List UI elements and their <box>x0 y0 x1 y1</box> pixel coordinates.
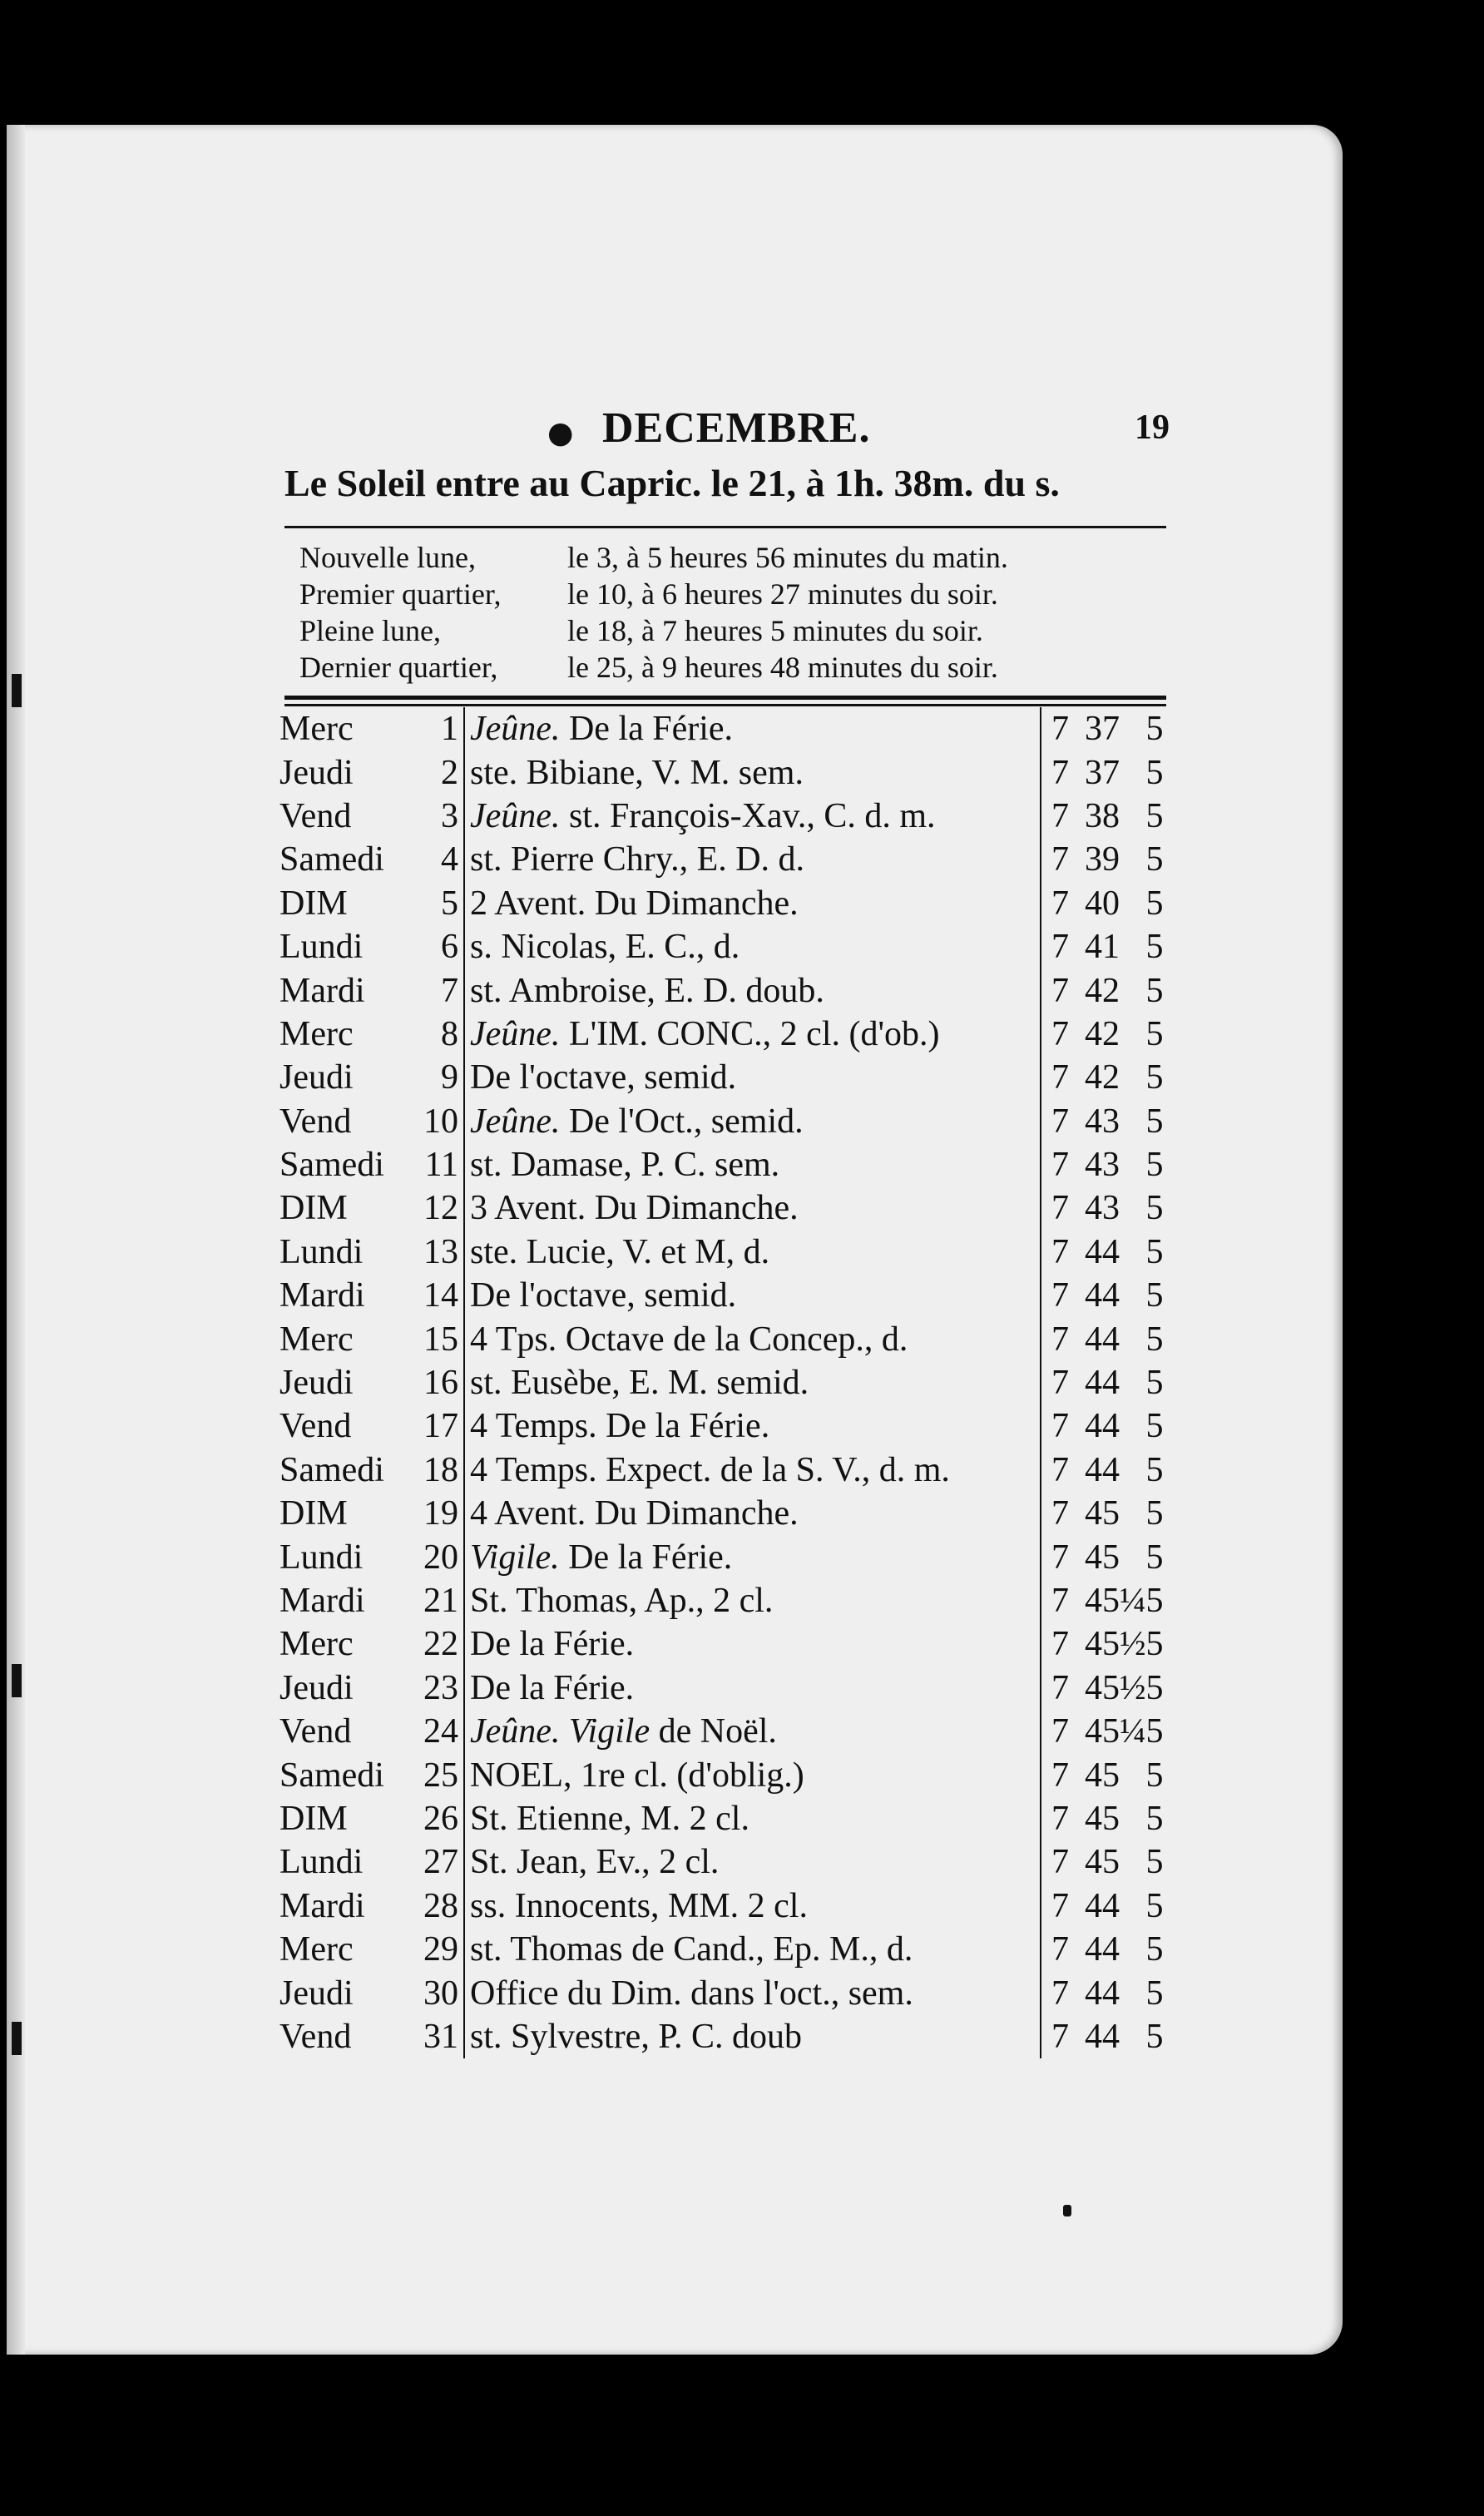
day-number: 31 <box>408 2015 464 2058</box>
page-subtitle: Le Soleil entre au Capric. le 21, à 1h. 38m. du s. <box>284 462 1060 504</box>
edge-mark <box>12 2022 22 2055</box>
moon-phase-row <box>299 649 1181 686</box>
sunrise-hour: 7 <box>1051 840 1069 879</box>
sunrise-hour: 7 <box>1051 1930 1069 1969</box>
calendar-row <box>273 1274 1180 1317</box>
weekday: Jeudi <box>279 1364 354 1403</box>
feast-text: st. Damase, P. C. sem. <box>470 1146 780 1185</box>
sunrise-minute: 45 <box>1085 1538 1120 1577</box>
feast-text: L'IM. CONC., 2 cl. (d'ob.) <box>560 1014 940 1053</box>
sunrise-minute: 44 <box>1085 1930 1120 1969</box>
moon-phase-time: le 10, à 6 heures 27 minutes du soir. <box>567 577 998 611</box>
moon-phase-row <box>299 539 1181 576</box>
sunrise-minute: 41 <box>1085 928 1120 967</box>
sunrise-minute: 44 <box>1085 1450 1120 1489</box>
sunrise-minute: 44 <box>1085 1232 1120 1271</box>
day-number: 23 <box>408 1667 464 1710</box>
feast-text: St. Thomas, Ap., 2 cl. <box>470 1582 774 1620</box>
feast-text: st. Ambroise, E. D. doub. <box>470 971 824 1010</box>
sunrise-hour: 7 <box>1051 1974 1069 2013</box>
sunrise-minute: 44 <box>1085 1364 1120 1403</box>
calendar-row <box>273 1492 1180 1535</box>
page-number: 19 <box>1135 409 1170 447</box>
feast-entry <box>464 707 1041 750</box>
extra-column: 5 <box>1145 753 1164 792</box>
feast-entry <box>464 968 1041 1012</box>
feast-entry <box>464 1056 1041 1099</box>
weekday: Mardi <box>279 1582 365 1620</box>
extra-column: 5 <box>1145 1232 1164 1271</box>
extra-column: 5 <box>1145 1538 1164 1577</box>
extra-column: 5 <box>1145 840 1164 879</box>
feast-entry <box>464 1840 1041 1884</box>
sunrise-minute: 39 <box>1085 840 1120 879</box>
sunrise-hour: 7 <box>1051 2017 1069 2056</box>
sunrise-minute: 45 <box>1085 1843 1120 1882</box>
day-number: 7 <box>408 968 464 1012</box>
feast-entry <box>464 750 1041 794</box>
sunrise-minute: 45½ <box>1085 1668 1146 1707</box>
calendar-row <box>273 1971 1180 2014</box>
calendar-row <box>273 1013 1180 1056</box>
sunrise-minute: 40 <box>1085 884 1120 923</box>
extra-column: 5 <box>1145 1276 1164 1315</box>
sunrise-minute: 44 <box>1085 1407 1120 1446</box>
calendar-row <box>273 925 1180 968</box>
extra-column: 5 <box>1145 1102 1164 1141</box>
feast-text: De l'octave, semid. <box>470 1058 737 1097</box>
feast-entry <box>464 1622 1041 1666</box>
weekday: Vend <box>279 1407 352 1446</box>
sunrise-minute: 44 <box>1085 2017 1120 2056</box>
weekday: Lundi <box>279 928 364 967</box>
rule-line <box>284 704 1166 706</box>
extra-column: 5 <box>1145 1014 1164 1053</box>
day-number: 12 <box>408 1186 464 1230</box>
sunrise-hour: 7 <box>1051 971 1069 1010</box>
day-number: 13 <box>408 1231 464 1274</box>
feast-text: 3 Avent. Du Dimanche. <box>470 1189 799 1228</box>
sunrise-minute: 44 <box>1085 1320 1120 1359</box>
extra-column: 5 <box>1145 1843 1164 1882</box>
feast-text: NOEL, 1re cl. (d'oblig.) <box>470 1756 804 1795</box>
feast-emphasis: Jeûne. Vigile <box>470 1712 650 1751</box>
calendar-row <box>273 1056 1180 1099</box>
weekday: DIM <box>279 1189 348 1228</box>
feast-entry <box>464 925 1041 968</box>
day-number: 11 <box>408 1143 464 1186</box>
calendar-row <box>273 1710 1180 1753</box>
day-number: 20 <box>408 1535 464 1578</box>
day-number: 6 <box>408 925 464 968</box>
feast-entry <box>464 1274 1041 1317</box>
sunrise-minute: 43 <box>1085 1102 1120 1141</box>
extra-column: 5 <box>1145 1450 1164 1489</box>
calendar-row <box>273 1535 1180 1578</box>
sunrise-hour: 7 <box>1051 1102 1069 1141</box>
feast-entry <box>464 1361 1041 1404</box>
moon-phase-time: le 3, à 5 heures 56 minutes du matin. <box>567 541 1008 574</box>
sunrise-hour: 7 <box>1051 1189 1069 1228</box>
extra-column: 5 <box>1145 1756 1164 1795</box>
feast-entry <box>464 1535 1041 1578</box>
feast-text: De la Férie. <box>560 710 734 749</box>
extra-column: 5 <box>1145 1712 1164 1751</box>
weekday: Merc <box>279 710 354 749</box>
extra-column: 5 <box>1145 1886 1164 1925</box>
extra-column: 5 <box>1145 1189 1164 1228</box>
calendar-row <box>273 1143 1180 1186</box>
edge-mark <box>12 674 22 707</box>
moon-phase-time: le 25, à 9 heures 48 minutes du soir. <box>567 651 998 684</box>
sunrise-minute: 38 <box>1085 796 1120 835</box>
feast-entry <box>464 1143 1041 1186</box>
feast-emphasis: Jeûne. <box>470 1014 561 1053</box>
extra-column: 5 <box>1145 1668 1164 1707</box>
sunrise-hour: 7 <box>1051 1538 1069 1577</box>
feast-text: De la Férie. <box>470 1668 635 1707</box>
sunrise-hour: 7 <box>1051 1320 1069 1359</box>
calendar-row <box>273 1449 1180 1492</box>
day-number: 3 <box>408 795 464 838</box>
feast-entry <box>464 1667 1041 1710</box>
book-spine <box>7 125 25 2355</box>
extra-column: 5 <box>1145 710 1164 749</box>
weekday: Samedi <box>279 1756 384 1795</box>
extra-column: 5 <box>1145 1930 1164 1969</box>
ink-speck <box>1063 2205 1071 2216</box>
moon-phase-name: Nouvelle lune, <box>299 541 476 574</box>
feast-emphasis: Jeûne. <box>470 1102 561 1141</box>
feast-text: De la Férie. <box>470 1625 635 1664</box>
weekday: Mardi <box>279 1276 365 1315</box>
sunrise-hour: 7 <box>1051 1625 1069 1664</box>
sunrise-hour: 7 <box>1051 1843 1069 1882</box>
sunrise-minute: 45 <box>1085 1494 1120 1533</box>
feast-entry <box>464 795 1041 838</box>
feast-text: 4 Avent. Du Dimanche. <box>470 1494 799 1533</box>
sunrise-minute: 42 <box>1085 1058 1120 1097</box>
rule-line <box>284 696 1166 700</box>
feast-entry <box>464 2015 1041 2058</box>
weekday: Merc <box>279 1930 354 1969</box>
feast-text: st. Thomas de Cand., Ep. M., d. <box>470 1930 913 1969</box>
feast-text: st. Eusèbe, E. M. semid. <box>470 1364 809 1403</box>
day-number: 30 <box>408 1971 464 2014</box>
feast-entry <box>464 882 1041 925</box>
extra-column: 5 <box>1145 1582 1164 1620</box>
sunrise-hour: 7 <box>1051 1014 1069 1053</box>
sunrise-hour: 7 <box>1051 1886 1069 1925</box>
day-number: 24 <box>408 1710 464 1753</box>
day-number: 16 <box>408 1361 464 1404</box>
day-number: 8 <box>408 1013 464 1056</box>
sunrise-hour: 7 <box>1051 1712 1069 1751</box>
feast-entry <box>464 1579 1041 1622</box>
feast-text: st. François-Xav., C. d. m. <box>560 796 936 835</box>
calendar-row <box>273 882 1180 925</box>
feast-entry <box>464 1492 1041 1535</box>
moon-phase-name: Dernier quartier, <box>299 651 498 684</box>
extra-column: 5 <box>1145 1407 1164 1446</box>
feast-text: st. Sylvestre, P. C. doub <box>470 2017 803 2056</box>
sunrise-minute: 43 <box>1085 1189 1120 1228</box>
calendar-row <box>273 1186 1180 1230</box>
feast-entry <box>464 1449 1041 1492</box>
weekday: Lundi <box>279 1538 364 1577</box>
feast-entry <box>464 1404 1041 1448</box>
sunrise-minute: 45 <box>1085 1799 1120 1838</box>
feast-text: 2 Avent. Du Dimanche. <box>470 884 799 923</box>
weekday: Jeudi <box>279 1974 354 2013</box>
weekday: Vend <box>279 2017 352 2056</box>
weekday: Vend <box>279 1102 352 1141</box>
extra-column: 5 <box>1145 1320 1164 1359</box>
weekday: DIM <box>279 884 348 923</box>
sunrise-hour: 7 <box>1051 753 1069 792</box>
calendar-row <box>273 968 1180 1012</box>
page-title: DECEMBRE. <box>602 404 871 452</box>
weekday: Jeudi <box>279 753 354 792</box>
weekday: Merc <box>279 1014 354 1053</box>
day-number: 25 <box>408 1753 464 1796</box>
moon-phase-name: Pleine lune, <box>299 614 441 647</box>
feast-text: De l'octave, semid. <box>470 1276 737 1315</box>
sunrise-hour: 7 <box>1051 1582 1069 1620</box>
calendar-row <box>273 2015 1180 2058</box>
feast-text: st. Pierre Chry., E. D. d. <box>470 840 805 879</box>
extra-column: 5 <box>1145 1799 1164 1838</box>
feast-emphasis: Vigile. <box>470 1538 560 1577</box>
moon-phase-time: le 18, à 7 heures 5 minutes du soir. <box>567 614 983 647</box>
extra-column: 5 <box>1145 1364 1164 1403</box>
feast-emphasis: Jeûne. <box>470 796 561 835</box>
weekday: Merc <box>279 1320 354 1359</box>
calendar-row <box>273 707 1180 750</box>
calendar-table <box>273 707 1180 2058</box>
extra-column: 5 <box>1145 1625 1164 1664</box>
edge-mark <box>12 1664 22 1697</box>
sunrise-hour: 7 <box>1051 1668 1069 1707</box>
extra-column: 5 <box>1145 1974 1164 2013</box>
calendar-row <box>273 838 1180 881</box>
calendar-row <box>273 1231 1180 1274</box>
weekday: Mardi <box>279 971 365 1010</box>
weekday: Lundi <box>279 1843 364 1882</box>
day-number: 26 <box>408 1797 464 1840</box>
sunrise-minute: 45¼ <box>1085 1712 1146 1751</box>
feast-entry <box>464 1928 1041 1971</box>
sunrise-minute: 45¼ <box>1085 1582 1146 1620</box>
feast-entry <box>464 1100 1041 1143</box>
feast-text: ste. Lucie, V. et M, d. <box>470 1232 770 1271</box>
sunrise-hour: 7 <box>1051 1494 1069 1533</box>
weekday: Lundi <box>279 1232 364 1271</box>
calendar-row <box>273 1928 1180 1971</box>
day-number: 22 <box>408 1622 464 1666</box>
sunrise-hour: 7 <box>1051 710 1069 749</box>
calendar-row <box>273 1753 1180 1796</box>
feast-text: de Noël. <box>650 1712 777 1751</box>
day-number: 14 <box>408 1274 464 1317</box>
sunrise-hour: 7 <box>1051 1756 1069 1795</box>
feast-entry <box>464 1971 1041 2014</box>
feast-text: 4 Tps. Octave de la Concep., d. <box>470 1320 908 1359</box>
day-number: 9 <box>408 1056 464 1099</box>
sunrise-minute: 37 <box>1085 710 1120 749</box>
calendar-row <box>273 1579 1180 1622</box>
sunrise-hour: 7 <box>1051 796 1069 835</box>
moon-phase-name: Premier quartier, <box>299 577 502 611</box>
day-number: 21 <box>408 1579 464 1622</box>
day-number: 29 <box>408 1928 464 1971</box>
feast-text: De l'Oct., semid. <box>560 1102 804 1141</box>
calendar-row <box>273 1797 1180 1840</box>
moon-phase-row <box>299 612 1181 649</box>
moon-phase-row <box>299 576 1181 612</box>
extra-column: 5 <box>1145 2017 1164 2056</box>
feast-text: St. Etienne, M. 2 cl. <box>470 1799 749 1838</box>
calendar-row <box>273 795 1180 838</box>
calendar-row <box>273 1404 1180 1448</box>
day-number: 2 <box>408 750 464 794</box>
weekday: Samedi <box>279 840 384 879</box>
day-number: 27 <box>408 1840 464 1884</box>
sunrise-minute: 44 <box>1085 1276 1120 1315</box>
sunrise-minute: 44 <box>1085 1886 1120 1925</box>
extra-column: 5 <box>1145 928 1164 967</box>
day-number: 28 <box>408 1885 464 1928</box>
weekday: Samedi <box>279 1450 384 1489</box>
sunrise-hour: 7 <box>1051 884 1069 923</box>
sunrise-hour: 7 <box>1051 928 1069 967</box>
sunrise-minute: 43 <box>1085 1146 1120 1185</box>
day-number: 17 <box>408 1404 464 1448</box>
calendar-row <box>273 1317 1180 1360</box>
rule-line <box>284 526 1166 528</box>
sunrise-hour: 7 <box>1051 1364 1069 1403</box>
weekday: Jeudi <box>279 1668 354 1707</box>
weekday: Jeudi <box>279 1058 354 1097</box>
ornament-dot: ● <box>547 416 574 450</box>
feast-entry <box>464 1885 1041 1928</box>
feast-entry <box>464 1797 1041 1840</box>
feast-text: s. Nicolas, E. C., d. <box>470 928 740 967</box>
day-number: 18 <box>408 1449 464 1492</box>
feast-entry <box>464 838 1041 881</box>
extra-column: 5 <box>1145 884 1164 923</box>
feast-text: 4 Temps. Expect. de la S. V., d. m. <box>470 1450 950 1489</box>
feast-text: ste. Bibiane, V. M. sem. <box>470 753 804 792</box>
sunrise-hour: 7 <box>1051 1058 1069 1097</box>
extra-column: 5 <box>1145 1146 1164 1185</box>
day-number: 10 <box>408 1100 464 1143</box>
day-number: 19 <box>408 1492 464 1535</box>
day-number: 5 <box>408 882 464 925</box>
day-number: 1 <box>408 707 464 750</box>
sunrise-minute: 42 <box>1085 1014 1120 1053</box>
sunrise-hour: 7 <box>1051 1799 1069 1838</box>
calendar-row <box>273 1885 1180 1928</box>
sunrise-minute: 37 <box>1085 753 1120 792</box>
sunrise-hour: 7 <box>1051 1232 1069 1271</box>
extra-column: 5 <box>1145 971 1164 1010</box>
feast-text: Office du Dim. dans l'oct., sem. <box>470 1974 913 2013</box>
calendar-row <box>273 1622 1180 1666</box>
calendar-row <box>273 1361 1180 1404</box>
feast-text: 4 Temps. De la Férie. <box>470 1407 770 1446</box>
sunrise-minute: 45½ <box>1085 1625 1146 1664</box>
weekday: Vend <box>279 1712 352 1751</box>
weekday: DIM <box>279 1799 348 1838</box>
sunrise-hour: 7 <box>1051 1407 1069 1446</box>
weekday: Vend <box>279 796 352 835</box>
extra-column: 5 <box>1145 796 1164 835</box>
weekday: DIM <box>279 1494 348 1533</box>
feast-entry <box>464 1317 1041 1360</box>
feast-text: De la Férie. <box>559 1538 733 1577</box>
feast-emphasis: Jeûne. <box>470 710 561 749</box>
day-number: 15 <box>408 1317 464 1360</box>
moon-phases <box>299 539 1181 686</box>
sunrise-minute: 45 <box>1085 1756 1120 1795</box>
sunrise-minute: 44 <box>1085 1974 1120 2013</box>
sunrise-hour: 7 <box>1051 1146 1069 1185</box>
almanac-page <box>7 125 1343 2355</box>
sunrise-hour: 7 <box>1051 1276 1069 1315</box>
calendar-row <box>273 1100 1180 1143</box>
feast-text: St. Jean, Ev., 2 cl. <box>470 1843 720 1882</box>
sunrise-hour: 7 <box>1051 1450 1069 1489</box>
calendar-row <box>273 750 1180 794</box>
weekday: Samedi <box>279 1146 384 1185</box>
feast-entry <box>464 1013 1041 1056</box>
weekday: Mardi <box>279 1886 365 1925</box>
sunrise-minute: 42 <box>1085 971 1120 1010</box>
extra-column: 5 <box>1145 1058 1164 1097</box>
day-number: 4 <box>408 838 464 881</box>
extra-column: 5 <box>1145 1494 1164 1533</box>
feast-entry <box>464 1186 1041 1230</box>
calendar-row <box>273 1667 1180 1710</box>
feast-entry <box>464 1710 1041 1753</box>
feast-entry <box>464 1753 1041 1796</box>
feast-text: ss. Innocents, MM. 2 cl. <box>470 1886 808 1925</box>
calendar-row <box>273 1840 1180 1884</box>
feast-entry <box>464 1231 1041 1274</box>
weekday: Merc <box>279 1625 354 1664</box>
